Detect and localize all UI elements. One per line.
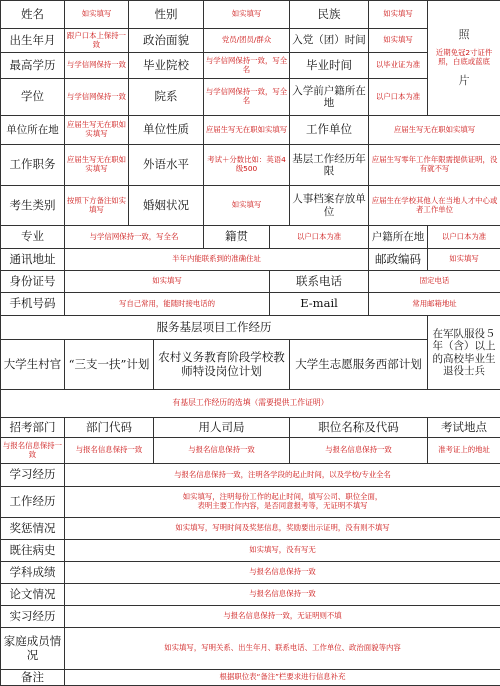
label-gender: 性别: [129, 1, 204, 29]
label-rural-teacher: 农村义务教育阶段学校教师特设岗位计划: [154, 340, 290, 390]
label-position-code: 职位名称及代码: [290, 418, 428, 438]
value-phone[interactable]: 固定电话: [369, 271, 500, 293]
label-employer: 用人司局: [154, 418, 290, 438]
value-grassroots-note[interactable]: 有基层工作经历的选填（需要提供工作证明）: [1, 390, 500, 418]
label-unit-nature: 单位性质: [129, 116, 204, 145]
label-marriage: 婚姻状况: [129, 186, 204, 226]
label-degree: 学位: [1, 79, 65, 116]
photo-box[interactable]: [428, 1, 500, 116]
label-medical-history: 既往病史: [1, 540, 65, 562]
label-archive: 人事档案存放单位: [290, 186, 369, 226]
label-grad-time: 毕业时间: [290, 53, 369, 79]
value-native-place[interactable]: 以户口本为准: [270, 226, 369, 249]
value-work-history-line1: 如实填写，注明每份工作的起止时间，填写公司、职位全面，: [183, 492, 383, 501]
label-work-history: 工作经历: [1, 487, 65, 518]
value-candidate-type[interactable]: 按照下方备注如实填写: [65, 186, 129, 226]
value-language[interactable]: 考试＋分数比如：英语4级500: [204, 145, 290, 186]
value-mobile[interactable]: 写自己常用，能随时接电话的: [65, 293, 270, 316]
value-internship[interactable]: 与报名信息保持一致，无证明则不填: [65, 606, 500, 628]
label-mobile: 手机号码: [1, 293, 65, 316]
value-education[interactable]: 与学信网保持一致: [65, 53, 129, 79]
label-internship: 实习经历: [1, 606, 65, 628]
label-work-unit: 工作单位: [290, 116, 369, 145]
value-subject-scores[interactable]: 与报名信息保持一致: [65, 562, 500, 584]
photo-note: 近期免冠2寸证件照，白底或蓝底: [429, 49, 499, 66]
value-unit-nature[interactable]: 应届生写无在职如实填写: [204, 116, 290, 145]
label-language: 外语水平: [129, 145, 204, 186]
label-address: 通讯地址: [1, 249, 65, 271]
photo-label-top: 照: [429, 29, 499, 42]
value-pre-hukou[interactable]: 以户口本为准: [369, 79, 428, 116]
label-west-volunteer: 大学生志愿服务西部计划: [290, 340, 428, 390]
value-position-code[interactable]: 与报名信息保持一致: [290, 438, 428, 464]
value-family-members[interactable]: 如实填写，写明关系、出生年月、联系电话、工作单位、政治面貌等内容: [65, 628, 500, 670]
label-school: 毕业院校: [129, 53, 204, 79]
value-department[interactable]: 与学信网保持一致，写全名: [204, 79, 290, 116]
value-major[interactable]: 与学信网保持一致，写全名: [65, 226, 204, 249]
value-birth[interactable]: 跟户口本上保持一致: [65, 29, 129, 53]
label-recruit-dept: 招考部门: [1, 418, 65, 438]
label-papers: 论文情况: [1, 584, 65, 606]
label-zip: 邮政编码: [369, 249, 428, 271]
value-join-time[interactable]: 如实填写: [369, 29, 428, 53]
value-name[interactable]: 如实填写: [65, 1, 129, 29]
label-email: E-mail: [270, 293, 369, 316]
label-major: 专业: [1, 226, 65, 249]
label-duty: 工作职务: [1, 145, 65, 186]
label-birth: 出生年月: [1, 29, 65, 53]
value-dept-code[interactable]: 与报名信息保持一致: [65, 438, 154, 464]
label-exam-site: 考试地点: [428, 418, 500, 438]
label-department: 院系: [129, 79, 204, 116]
value-duty[interactable]: 应届生写无在职如实填写: [65, 145, 129, 186]
value-work-unit[interactable]: 应届生写无在职如实填写: [369, 116, 500, 145]
label-id-number: 身份证号: [1, 271, 65, 293]
value-ethnic[interactable]: 如实填写: [369, 1, 428, 29]
label-native-place: 籍贯: [204, 226, 270, 249]
value-archive[interactable]: 应届生在学校其他人在当地人才中心或者工作单位: [369, 186, 500, 226]
value-rewards[interactable]: 如实填写，写明时间及奖惩信息，奖励要出示证明，没有则不填写: [65, 518, 500, 540]
value-study-history[interactable]: 与报名信息保持一致，注明各学段的起止时间，以及学校/专业全名: [65, 464, 500, 487]
value-remarks[interactable]: 根据职位表“备注”栏要求进行信息补充: [65, 670, 500, 686]
label-candidate-type: 考生类别: [1, 186, 65, 226]
value-papers[interactable]: 与报名信息保持一致: [65, 584, 500, 606]
label-education: 最高学历: [1, 53, 65, 79]
label-sanzhi-yifu: “三支一扶”计划: [65, 340, 154, 390]
label-politics: 政治面貌: [129, 29, 204, 53]
label-name: 姓名: [1, 1, 65, 29]
value-unit-location[interactable]: 应届生写无在职如实填写: [65, 116, 129, 145]
value-id-number[interactable]: 如实填写: [65, 271, 270, 293]
label-grassroots-years: 基层工作经历年限: [290, 145, 369, 186]
value-school[interactable]: 与学信网保持一致，写全名: [204, 53, 290, 79]
value-zip[interactable]: 如实填写: [428, 249, 500, 271]
value-recruit-dept[interactable]: 与报名信息保持一致: [1, 438, 65, 464]
value-degree[interactable]: 与学信网保持一致: [65, 79, 129, 116]
value-email[interactable]: 常用邮箱地址: [369, 293, 500, 316]
value-politics[interactable]: 党员/团员/群众: [204, 29, 290, 53]
value-grad-time[interactable]: 以毕业证为准: [369, 53, 428, 79]
value-exam-site[interactable]: 准考证上的地址: [428, 438, 500, 464]
value-employer[interactable]: 与报名信息保持一致: [154, 438, 290, 464]
value-grassroots-years[interactable]: 应届生写零年工作年限需提供证明，没有就不写: [369, 145, 500, 186]
value-medical-history[interactable]: 如实填写，没有写无: [65, 540, 500, 562]
label-remarks: 备注: [1, 670, 65, 686]
label-veteran: 在军队服役５年（含）以上的高校毕业生退役士兵: [428, 316, 500, 390]
label-ethnic: 民族: [290, 1, 369, 29]
label-pre-hukou: 入学前户籍所在地: [290, 79, 369, 116]
label-study-history: 学习经历: [1, 464, 65, 487]
label-join-time: 入党（团）时间: [290, 29, 369, 53]
value-work-history[interactable]: [65, 487, 500, 518]
label-dept-code: 部门代码: [65, 418, 154, 438]
label-village-official: 大学生村官: [1, 340, 65, 390]
label-subject-scores: 学科成绩: [1, 562, 65, 584]
label-unit-location: 单位所在地: [1, 116, 65, 145]
value-marriage[interactable]: 如实填写: [204, 186, 290, 226]
photo-label-bottom: 片: [429, 75, 499, 88]
label-family-members: 家庭成员情况: [1, 628, 65, 670]
value-address[interactable]: 半年内能联系到的准确住址: [65, 249, 369, 271]
label-hukou-location: 户籍所在地: [369, 226, 428, 249]
label-rewards: 奖惩情况: [1, 518, 65, 540]
label-phone: 联系电话: [270, 271, 369, 293]
section-grassroots-service: 服务基层项目工作经历: [1, 316, 428, 340]
value-hukou-location[interactable]: 以户口本为准: [428, 226, 500, 249]
value-work-history-line2: 表明主要工作内容，是否同意报考等，无证明不填写: [198, 501, 368, 510]
value-gender[interactable]: 如实填写: [204, 1, 290, 29]
